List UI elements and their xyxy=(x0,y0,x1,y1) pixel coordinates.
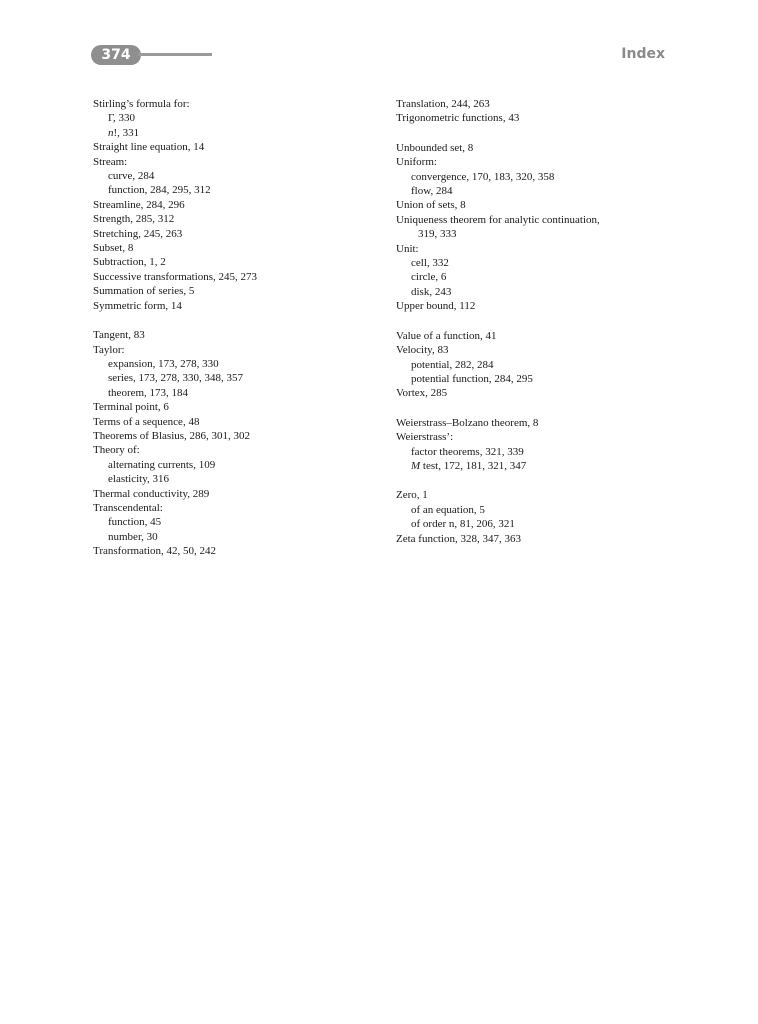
index-subentry: Γ, 330 xyxy=(108,112,136,125)
index-subentry: 319, 333 xyxy=(418,228,457,241)
index-subentry: of an equation, 5 xyxy=(411,503,485,516)
index-entry: Stretching, 245, 263 xyxy=(93,227,183,240)
index-subentry: n!, 331 xyxy=(108,126,140,139)
index-entry: Tangent, 83 xyxy=(93,329,145,342)
page-header xyxy=(0,0,758,80)
section-gap xyxy=(93,313,383,328)
index-subentry: disk, 243 xyxy=(411,285,452,298)
index-column-right xyxy=(396,97,676,546)
index-entry: Unbounded set, 8 xyxy=(396,141,474,154)
index-entry: Value of a function, 41 xyxy=(396,329,497,342)
index-subentry: of order n, 81, 206, 321 xyxy=(411,518,515,531)
index-subentry: M test, 172, 181, 321, 347 xyxy=(411,459,527,472)
header-rule xyxy=(138,53,212,56)
index-entry: Velocity, 83 xyxy=(396,344,449,357)
index-entry: Weierstrass–Bolzano theorem, 8 xyxy=(396,416,539,429)
index-subentry: curve, 284 xyxy=(108,170,155,183)
index-entry: Weierstrass’: xyxy=(396,431,454,444)
index-entry: Terms of a sequence, 48 xyxy=(93,415,200,428)
index-entry: Vortex, 285 xyxy=(396,387,448,400)
index-subentry: function, 45 xyxy=(108,516,162,529)
index-entry: Stirling’s formula for: xyxy=(93,98,190,110)
index-subentry: theorem, 173, 184 xyxy=(108,386,189,399)
index-entry: Symmetric form, 14 xyxy=(93,299,182,312)
index-subentry: potential function, 284, 295 xyxy=(411,372,533,385)
index-subentry: series, 173, 278, 330, 348, 357 xyxy=(108,372,244,385)
index-entry: Summation of series, 5 xyxy=(93,285,195,298)
index-subentry: factor theorems, 321, 339 xyxy=(411,445,524,458)
index-entry: Terminal point, 6 xyxy=(93,401,169,414)
section-title: Index xyxy=(621,46,665,62)
index-entry: Trigonometric functions, 43 xyxy=(396,112,520,125)
index-subentry: potential, 282, 284 xyxy=(411,358,494,371)
index-subentry: convergence, 170, 183, 320, 358 xyxy=(411,170,555,183)
index-subentry: elasticity, 316 xyxy=(108,473,169,486)
index-entry: Strength, 285, 312 xyxy=(93,213,175,226)
index-entry: Taylor: xyxy=(93,343,125,356)
index-entry: Translation, 244, 263 xyxy=(396,98,490,110)
index-subentry: flow, 284 xyxy=(411,185,453,198)
index-entry: Upper bound, 112 xyxy=(396,300,476,313)
index-entry: Zeta function, 328, 347, 363 xyxy=(396,532,521,545)
index-entry: Uniqueness theorem for analytic continuation, xyxy=(396,213,600,226)
index-entry: Subset, 8 xyxy=(93,242,134,255)
index-entry: Successive transformations, 245, 273 xyxy=(93,270,258,283)
section-gap xyxy=(396,126,676,141)
index-entry: Subtraction, 1, 2 xyxy=(93,256,166,269)
index-entry: Uniform: xyxy=(396,156,437,169)
index-entry: Unit: xyxy=(396,242,419,255)
index-entry: Union of sets, 8 xyxy=(396,199,466,212)
index-entry: Transcendental: xyxy=(93,501,163,514)
index-column-left xyxy=(93,97,383,559)
index-subentry: circle, 6 xyxy=(411,271,447,284)
index-entry: Straight line equation, 14 xyxy=(93,141,205,154)
index-subentry: function, 284, 295, 312 xyxy=(108,184,211,197)
index-entry: Stream: xyxy=(93,155,128,168)
index-subentry: alternating currents, 109 xyxy=(108,458,216,471)
index-entry: Transformation, 42, 50, 242 xyxy=(93,545,217,558)
page-number-badge: 374 xyxy=(91,45,141,65)
index-entry: Zero, 1 xyxy=(396,489,428,502)
section-gap xyxy=(396,314,676,329)
index-subentry: expansion, 173, 278, 330 xyxy=(108,357,219,370)
index-subentry: number, 30 xyxy=(108,530,158,543)
index-entry: Theory of: xyxy=(93,444,140,457)
section-gap xyxy=(396,473,676,488)
index-entry: Thermal conductivity, 289 xyxy=(93,487,210,500)
index-entry: Theorems of Blasius, 286, 301, 302 xyxy=(93,429,251,442)
section-gap xyxy=(396,401,676,416)
index-entry: Streamline, 284, 296 xyxy=(93,198,185,211)
index-subentry: cell, 332 xyxy=(411,257,449,270)
